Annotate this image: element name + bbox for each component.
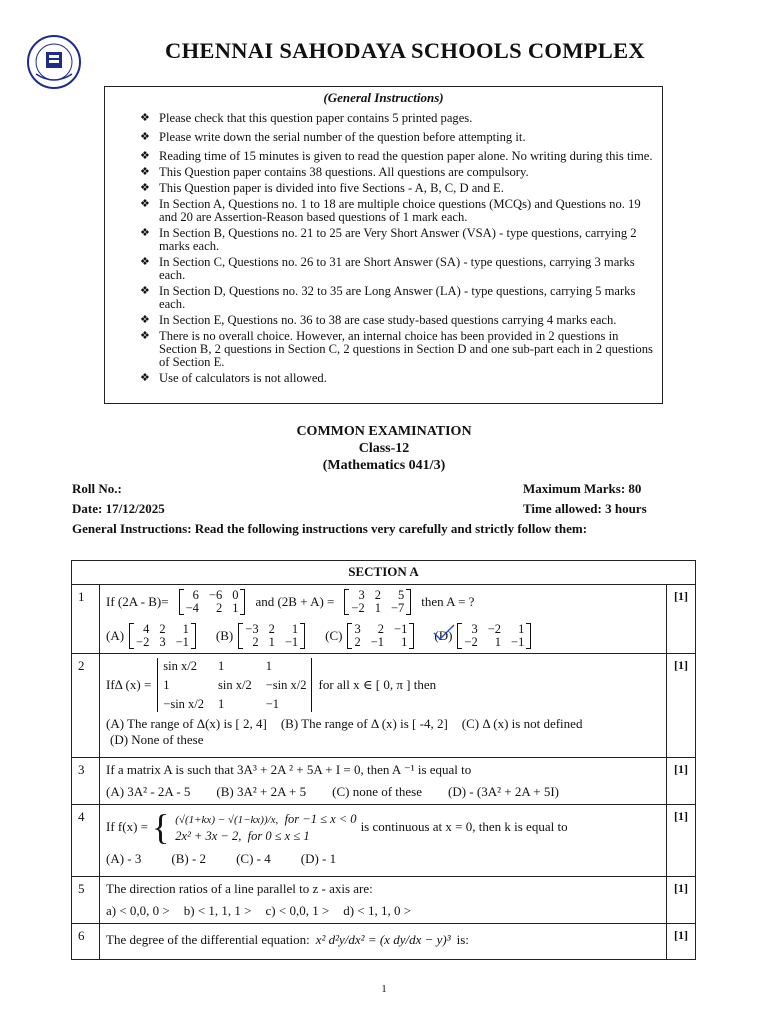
- q2-prefix: IfΔ (x) =: [106, 677, 152, 692]
- instruction-item: ❖ In Section D, Questions no. 32 to 35 are Long Answer (LA) - type questions, carrying 5 marks each.: [140, 284, 636, 311]
- exam-title: COMMON EXAMINATION: [296, 424, 472, 439]
- time-allowed: Time allowed: 3 hours: [523, 501, 647, 516]
- q4-suffix: is continuous at x = 0, then k is equal to: [360, 819, 568, 834]
- option-d[interactable]: (D) 3 −2 1 −2 1 −1: [434, 623, 533, 649]
- instruction-item: ❖ Please check that this question paper contains 5 printed pages.: [140, 111, 473, 125]
- q2-suffix: for all x ∈ [ 0, π ] then: [318, 677, 437, 692]
- option-b[interactable]: (B) - 2: [171, 851, 207, 866]
- diamond-bullet-icon: ❖: [140, 314, 150, 326]
- instruction-item: ❖ Reading time of 15 minutes is given to read the question paper alone. No writing during this time.: [140, 149, 653, 163]
- instruction-item: ❖ In Section C, Questions no. 26 to 31 are Short Answer (SA) - type questions, carrying 3 marks each.: [140, 255, 635, 282]
- section-a-table: [71, 560, 696, 960]
- option-a[interactable]: (A) - 3: [106, 851, 142, 866]
- diamond-bullet-icon: ❖: [140, 285, 150, 297]
- school-logo: [26, 34, 82, 90]
- diamond-bullet-icon: ❖: [140, 131, 150, 143]
- diamond-bullet-icon: ❖: [140, 150, 150, 162]
- option-b[interactable]: (B) The range of Δ (x) is [ -4, 2]: [280, 716, 448, 731]
- question-body: [100, 585, 667, 654]
- question-number: 1: [72, 585, 100, 654]
- option-b[interactable]: (B) 3A² + 2A + 5: [216, 784, 307, 799]
- question-number: 2: [72, 654, 100, 758]
- exam-subject: (Mathematics 041/3): [322, 458, 446, 473]
- q1-mid: and (2B + A) =: [255, 594, 335, 609]
- general-instructions-box: [104, 86, 663, 404]
- diamond-bullet-icon: ❖: [140, 166, 150, 178]
- question-row: [72, 924, 696, 960]
- option-d[interactable]: (D) None of these: [110, 732, 204, 747]
- option-d[interactable]: d) < 1, 1, 0 >: [343, 903, 412, 918]
- option-b[interactable]: b) < 1, 1, 1 >: [183, 903, 252, 918]
- option-a[interactable]: (A) The range of Δ(x) is [ 2, 4]: [106, 716, 267, 731]
- question-marks: [1]: [667, 877, 696, 924]
- question-marks: [1]: [667, 924, 696, 960]
- q6-suffix: is:: [456, 932, 469, 947]
- question-row: [72, 805, 696, 877]
- q1-prefix: If (2A - B)=: [106, 594, 169, 609]
- option-c[interactable]: (C) - 4: [236, 851, 271, 866]
- question-number: 3: [72, 758, 100, 805]
- diamond-bullet-icon: ❖: [140, 112, 150, 124]
- question-marks: [1]: [667, 758, 696, 805]
- page-number: 1: [381, 983, 387, 995]
- diamond-bullet-icon: ❖: [140, 330, 150, 342]
- q4-prefix: If f(x) =: [106, 819, 148, 834]
- option-c[interactable]: (C) none of these: [332, 784, 423, 799]
- general-instructions-line: General Instructions: Read the following instructions very carefully and strictly follow them:: [72, 521, 588, 536]
- question-row: [72, 877, 696, 924]
- option-a[interactable]: (A) 3A² - 2A - 5: [106, 784, 191, 799]
- question-row: [72, 758, 696, 805]
- question-number: 5: [72, 877, 100, 924]
- instruction-item: ❖ This Question paper is divided into five Sections - A, B, C, D and E.: [140, 181, 504, 195]
- question-body: [100, 758, 667, 805]
- instruction-item: ❖ There is no overall choice. However, an internal choice has been provided in 2 questions in Section B, 2 questions in Section C, 2 questions in Section D and one sub-part each in 2 questions of Section E.: [140, 329, 653, 369]
- option-a[interactable]: a) < 0,0, 0 >: [106, 903, 170, 918]
- instructions-list: [105, 112, 662, 385]
- diamond-bullet-icon: ❖: [140, 227, 150, 239]
- question-text: The direction ratios of a line parallel to z - axis are:: [106, 881, 373, 896]
- matrix: 6 −6 0 −4 2 1: [179, 589, 246, 615]
- question-row: [72, 585, 696, 654]
- option-c[interactable]: (C) 3 2 −1 2 −1 1: [325, 623, 416, 649]
- exam-date: Date: 17/12/2025: [72, 501, 165, 516]
- option-d[interactable]: (D) - (3A² + 2A + 5I): [448, 784, 559, 799]
- instruction-item: ❖ In Section B, Questions no. 21 to 25 are Very Short Answer (VSA) - type questions, carrying 2 marks each.: [140, 226, 637, 253]
- max-marks: Maximum Marks: 80: [523, 481, 642, 496]
- option-c[interactable]: c) < 0,0, 1 >: [265, 903, 330, 918]
- question-number: 4: [72, 805, 100, 877]
- q1-suffix: then A = ?: [421, 594, 475, 609]
- differential-equation: x² d²y/dx² = (x dy/dx − y)³: [315, 932, 451, 947]
- option-a[interactable]: (A) 4 2 1 −2 3 −1: [106, 623, 198, 649]
- instruction-item: ❖ This Question paper contains 38 questions. All questions are compulsory.: [140, 165, 529, 179]
- diamond-bullet-icon: ❖: [140, 182, 150, 194]
- question-marks: [1]: [667, 585, 696, 654]
- question-text: If a matrix A is such that 3A³ + 2A ² + 5A + I = 0, then A ⁻¹ is equal to: [106, 762, 472, 777]
- piecewise-function: (√(1+kx) − √(1−kx))/x, for −1 ≤ x < 0 2x² + 3x − 2, for 0 ≤ x ≤ 1: [175, 811, 357, 843]
- question-body: [100, 877, 667, 924]
- option-b[interactable]: (B) −3 2 1 2 1 −1: [216, 623, 307, 649]
- question-marks: [1]: [667, 805, 696, 877]
- instruction-item: ❖ Use of calculators is not allowed.: [140, 371, 327, 385]
- matrix: 3 2 5 −2 1 −7: [344, 589, 411, 615]
- question-row: [72, 654, 696, 758]
- roll-no-label: Roll No.:: [72, 481, 122, 496]
- determinant: sin x/2 1 1 1 sin x/2 −sin x/2 −sin x/2 1 −1: [157, 658, 312, 712]
- instruction-item: ❖ Please write down the serial number of the question before attempting it.: [140, 130, 526, 144]
- instruction-item: ❖ In Section A, Questions no. 1 to 18 are multiple choice questions (MCQs) and Questions no. 19 and 20 are Assertion-Reason based questions of 1 mark each.: [140, 197, 641, 224]
- instructions-heading: (General Instructions): [323, 90, 444, 105]
- question-body: [100, 924, 667, 960]
- diamond-bullet-icon: ❖: [140, 198, 150, 210]
- q6-prefix: The degree of the differential equation:: [106, 932, 310, 947]
- question-number: 6: [72, 924, 100, 960]
- pen-tick-icon: [432, 623, 456, 643]
- instruction-item: ❖ In Section E, Questions no. 36 to 38 are case study-based questions carrying 4 marks each.: [140, 313, 617, 327]
- diamond-bullet-icon: ❖: [140, 372, 150, 384]
- question-marks: [1]: [667, 654, 696, 758]
- diamond-bullet-icon: ❖: [140, 256, 150, 268]
- exam-class: Class-12: [358, 441, 410, 456]
- question-body: [100, 654, 667, 758]
- school-title: CHENNAI SAHODAYA SCHOOLS COMPLEX: [165, 38, 645, 63]
- option-c[interactable]: (C) Δ (x) is not defined: [461, 716, 583, 731]
- option-d[interactable]: (D) - 1: [300, 851, 337, 866]
- question-body: [100, 805, 667, 877]
- brace-icon: {: [151, 807, 170, 847]
- section-heading: SECTION A: [72, 561, 696, 585]
